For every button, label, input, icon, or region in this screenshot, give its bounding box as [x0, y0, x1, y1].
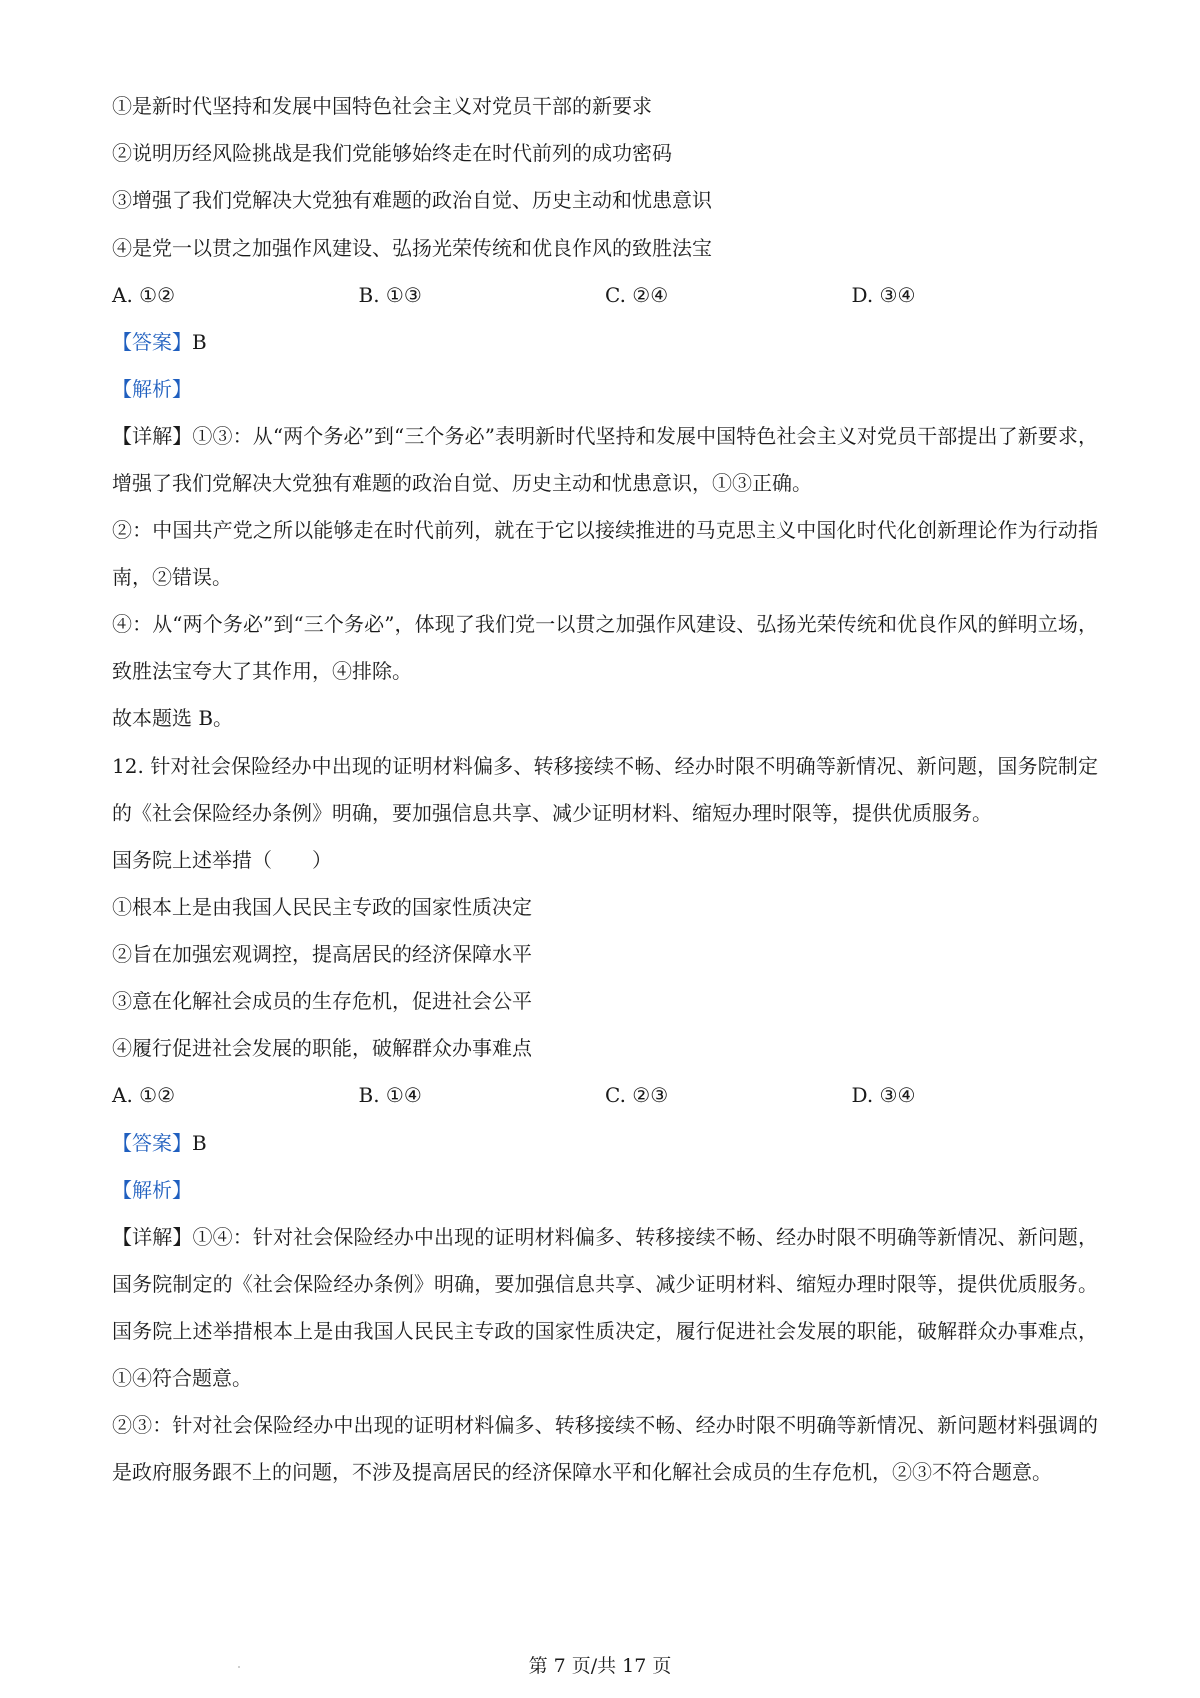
q11-option-a: A. ①② [112, 282, 176, 307]
q11-statement-3: ③增强了我们党解决大党独有难题的政治自觉、历史主动和忧患意识 [112, 188, 712, 213]
analysis-tag: 【解析】 [112, 1177, 192, 1202]
q11-statement-2: ②说明历经风险挑战是我们党能够始终走在时代前列的成功密码 [112, 141, 672, 166]
q12-statement-3: ③意在化解社会成员的生存危机，促进社会公平 [112, 989, 532, 1014]
q12-detail [112, 1214, 1098, 1402]
answer-value: B [192, 1130, 207, 1155]
q12-analysis [112, 1176, 1098, 1205]
page-footer: 第 7 页/共 17 页 [528, 1655, 672, 1677]
detail-tag: 【详解】 [112, 424, 193, 449]
q11-answer [112, 328, 1098, 357]
q11-option-d: D. ③④ [851, 282, 916, 307]
q12-stem: 12. 针对社会保险经办中出现的证明材料偏多、转移接续不畅、经办时限不明确等新情况、新问题，国务院制定的《社会保险经办条例》明确，要加强信息共享、减少证明材料、缩短办理时限等，提供优质服务。 [112, 753, 1098, 825]
answer-tag: 【答案】 [112, 329, 192, 354]
q11-options [112, 281, 1098, 310]
analysis-tag: 【解析】 [112, 377, 192, 402]
answer-tag: 【答案】 [112, 1130, 192, 1155]
detail-text: ①③：从“两个务必”到“三个务必”表明新时代坚持和发展中国特色社会主义对党员干部提出了新要求，增强了我们党解决大党独有难题的政治自觉、历史主动和忧患意识，①③正确。 [112, 424, 1099, 496]
q12-option-b: B. ①④ [358, 1083, 422, 1108]
q11-explanation-2: ②：中国共产党之所以能够走在时代前列，就在于它以接续推进的马克思主义中国化时代化创新理论作为行动指南，②错误。 [112, 518, 1098, 590]
q12-option-c: C. ②③ [605, 1083, 669, 1108]
q12-option-a: A. ①② [112, 1083, 176, 1108]
q12-statement-2: ②旨在加强宏观调控，提高居民的经济保障水平 [112, 941, 532, 966]
q11-statement-1: ①是新时代坚持和发展中国特色社会主义对党员干部的新要求 [112, 94, 652, 118]
q12-statement-1: ①根本上是由我国人民民主专政的国家性质决定 [112, 894, 532, 919]
q12-stem-prompt: 国务院上述举措（ ） [112, 847, 332, 872]
q12-statement-4: ④履行促进社会发展的职能，破解群众办事难点 [112, 1036, 532, 1061]
page-content [112, 92, 1098, 1505]
q12-explanation-23: ②③：针对社会保险经办中出现的证明材料偏多、转移接续不畅、经办时限不明确等新情况、新问题材料强调的是政府服务跟不上的问题，不涉及提高居民的经济保障水平和化解社会成员的生存危机，②③不符合题意。 [112, 1413, 1098, 1484]
q11-option-c: C. ②④ [605, 282, 669, 307]
q12-options [112, 1081, 1098, 1110]
q11-statement-4: ④是党一以贯之加强作风建设、弘扬光荣传统和优良作风的致胜法宝 [112, 235, 712, 260]
detail-tag: 【详解】 [112, 1225, 193, 1249]
detail-text: ①④：针对社会保险经办中出现的证明材料偏多、转移接续不畅、经办时限不明确等新情况、新问题，国务院制定的《社会保险经办条例》明确，要加强信息共享、减少证明材料、缩短办理时限等，提供优质服务。国务院上述举措根本上是由我国人民民主专政的国家性质决定，履行促进社会发展的职能，破解群众办事难点，①④符合题意。 [112, 1225, 1098, 1390]
q12-answer [112, 1129, 1098, 1158]
q12-option-d: D. ③④ [851, 1083, 916, 1108]
q11-detail [112, 413, 1098, 507]
q11-explanation-4: ④：从“两个务必”到“三个务必”，体现了我们党一以贯之加强作风建设、弘扬光荣传统和优良作风的鲜明立场，致胜法宝夸大了其作用，④排除。 [112, 612, 1098, 684]
q11-conclusion: 故本题选 B。 [112, 706, 234, 731]
answer-value: B [192, 329, 207, 354]
q11-analysis [112, 375, 1098, 404]
q11-option-b: B. ①③ [358, 282, 422, 307]
